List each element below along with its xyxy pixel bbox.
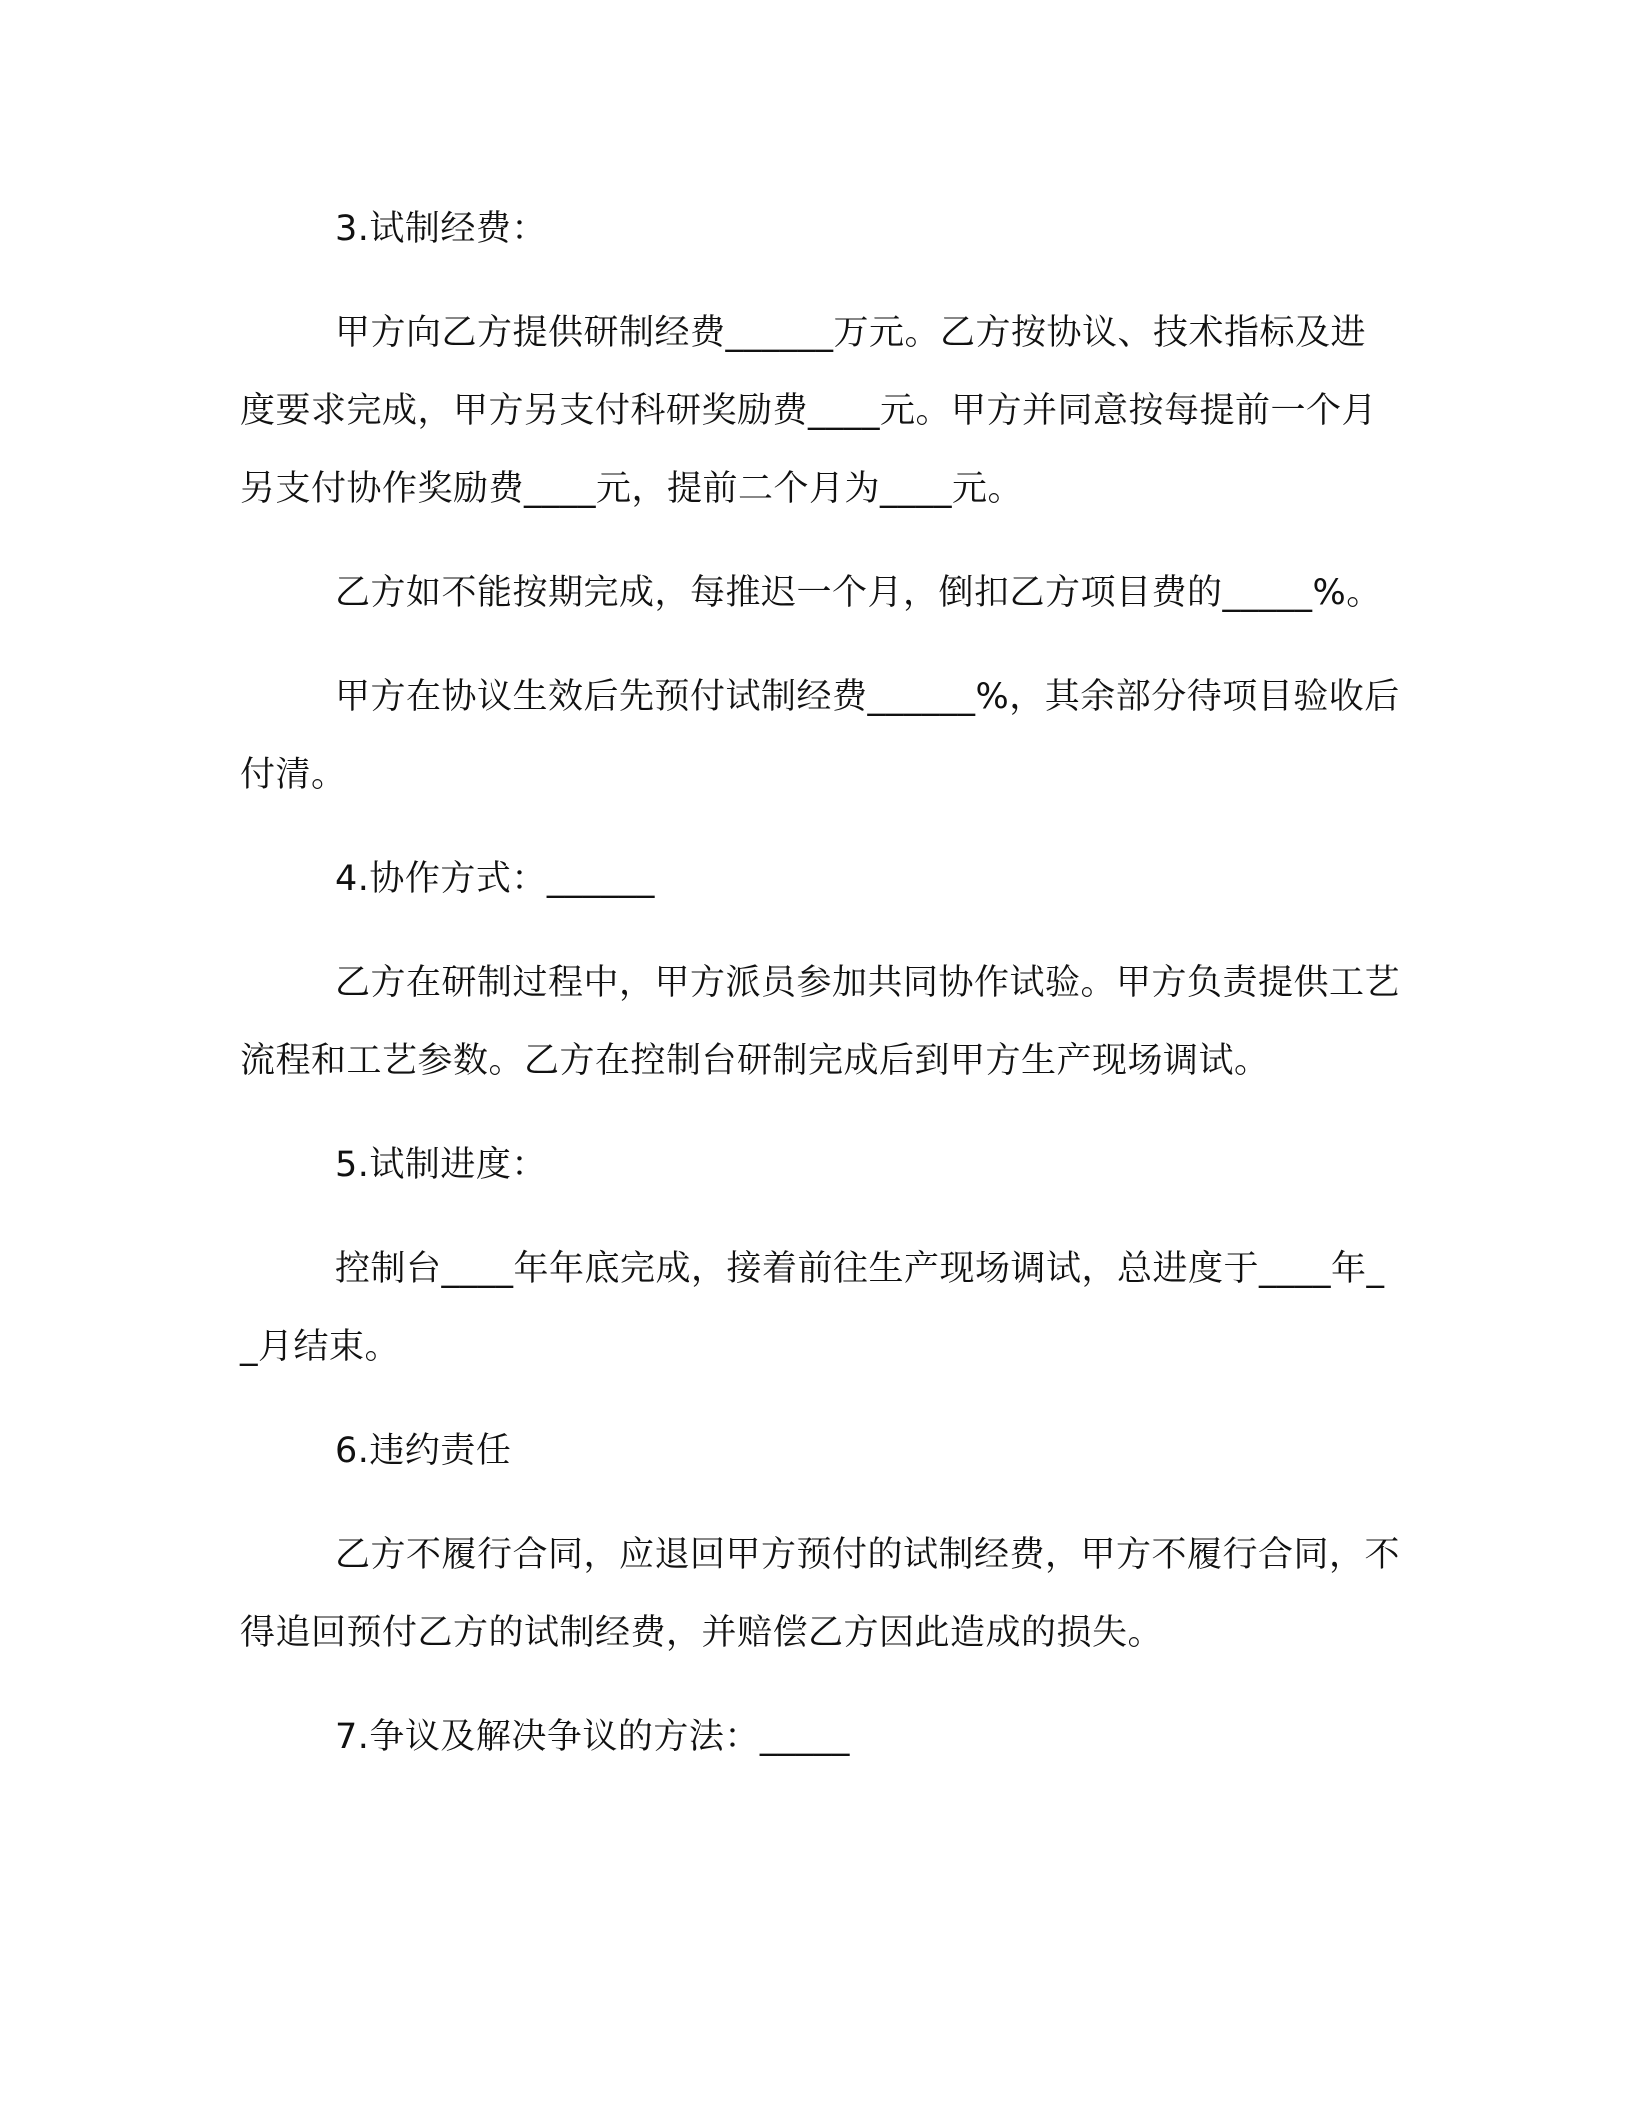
- section-heading-liability: 6.违约责任: [335, 1431, 512, 1471]
- paragraph-funding-amount: 甲方向乙方提供研制经费______万元。乙方按协议、技术指标及进度要求完成，甲方另支付科研奖励费____元。甲方并同意按每提前一个月另支付协作奖励费____元，提前二个月为____元。: [240, 313, 1378, 509]
- section-heading-cooperation: 4.协作方式：______: [335, 859, 655, 899]
- paragraph-liability: 乙方不履行合同，应退回甲方预付的试制经费，甲方不履行合同，不得追回预付乙方的试制经费，并赔偿乙方因此造成的损失。: [240, 1535, 1401, 1653]
- section-heading-disputes: 7.争议及解决争议的方法：_____: [335, 1717, 850, 1757]
- paragraph-schedule: 控制台____年年底完成，接着前往生产现场调试，总进度于____年__月结束。: [240, 1249, 1385, 1367]
- document-body: [240, 190, 1400, 1802]
- paragraph-prepayment: 甲方在协议生效后先预付试制经费______%，其余部分待项目验收后付清。: [240, 677, 1400, 795]
- section-heading-funding: 3.试制经费：: [335, 209, 547, 249]
- paragraph-cooperation: 乙方在研制过程中，甲方派员参加共同协作试验。甲方负责提供工艺流程和工艺参数。乙方在控制台研制完成后到甲方生产现场调试。: [240, 963, 1401, 1081]
- paragraph-delay-penalty: 乙方如不能按期完成，每推迟一个月，倒扣乙方项目费的_____%。: [335, 573, 1382, 613]
- section-heading-schedule: 5.试制进度：: [335, 1145, 547, 1185]
